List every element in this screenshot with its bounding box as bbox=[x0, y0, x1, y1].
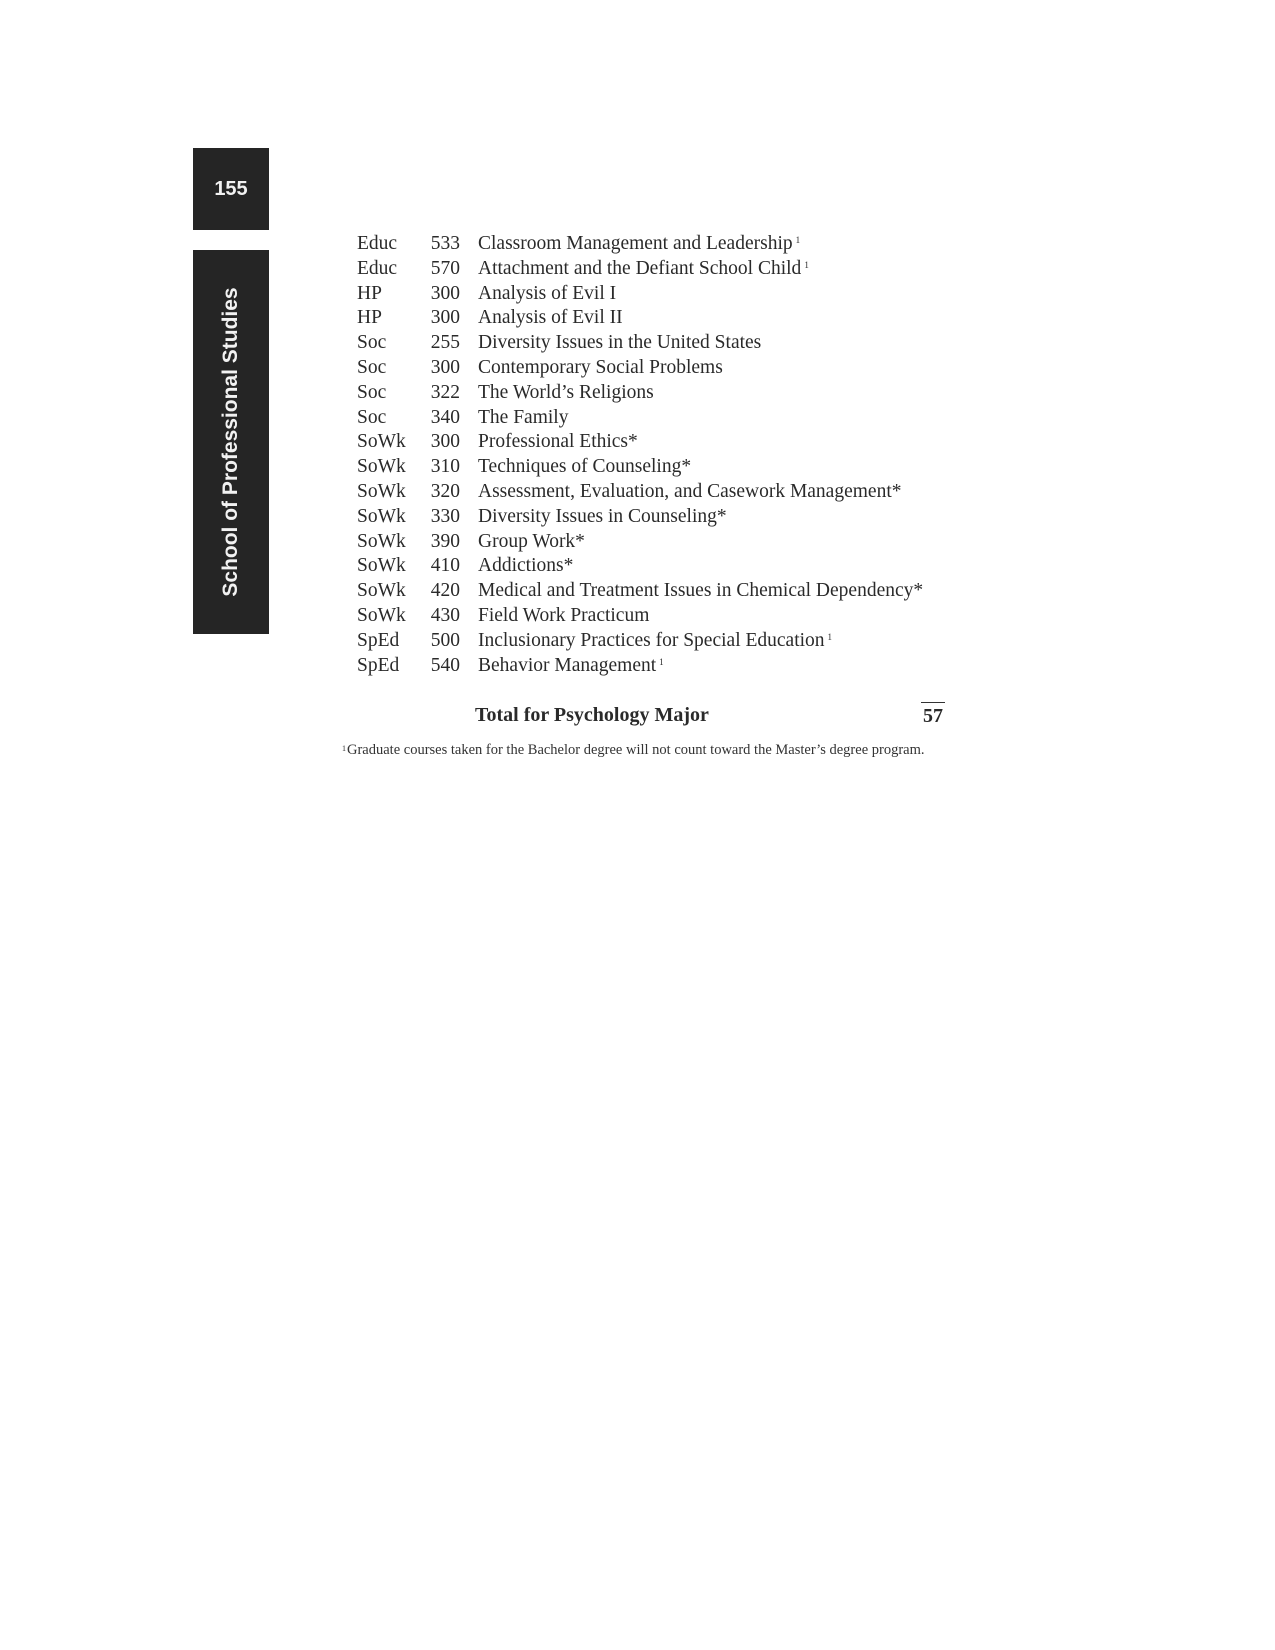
course-dept: SoWk bbox=[357, 604, 406, 626]
course-dept: SoWk bbox=[357, 480, 406, 502]
total-row bbox=[475, 702, 945, 729]
course-dept: Educ bbox=[357, 257, 398, 279]
course-title bbox=[478, 430, 638, 455]
section-side-tab-label: School of Professional Studies bbox=[219, 287, 242, 597]
course-dept: HP bbox=[357, 282, 382, 304]
course-title-text: Group Work* bbox=[478, 530, 585, 552]
course-title bbox=[478, 654, 664, 679]
course-dept: SoWk bbox=[357, 505, 406, 527]
footnote-text: Graduate courses taken for the Bachelor degree will not count toward the Master’s degree program. bbox=[347, 742, 925, 758]
course-title bbox=[478, 331, 761, 356]
course-title bbox=[478, 505, 727, 530]
course-row bbox=[357, 455, 997, 480]
course-number: 390 bbox=[430, 530, 460, 552]
course-dept: Soc bbox=[357, 406, 387, 428]
course-dept: SoWk bbox=[357, 431, 406, 453]
course-number: 540 bbox=[430, 654, 460, 676]
course-title bbox=[478, 257, 809, 282]
course-number: 340 bbox=[430, 406, 460, 428]
course-title-text: Diversity Issues in the United States bbox=[478, 332, 762, 354]
course-title-text: Classroom Management and Leadership bbox=[478, 233, 793, 254]
course-dept: SpEd bbox=[357, 654, 400, 676]
course-number: 570 bbox=[430, 257, 460, 279]
course-number: 310 bbox=[430, 456, 460, 478]
course-number: 322 bbox=[430, 381, 460, 403]
course-title-text: The Family bbox=[478, 406, 569, 428]
course-row bbox=[357, 629, 997, 654]
course-title bbox=[478, 381, 654, 406]
course-dept: Soc bbox=[357, 381, 387, 403]
course-title bbox=[478, 455, 691, 480]
course-number: 320 bbox=[430, 480, 460, 502]
course-row bbox=[357, 356, 997, 381]
course-footnote-marker: 1 bbox=[827, 631, 833, 642]
footnote bbox=[342, 742, 925, 759]
course-row bbox=[357, 430, 997, 455]
course-row bbox=[357, 331, 997, 356]
page-number: 155 bbox=[193, 148, 269, 230]
course-dept: HP bbox=[357, 307, 382, 329]
course-number: 420 bbox=[430, 580, 460, 602]
course-title bbox=[478, 282, 616, 307]
course-list bbox=[357, 232, 997, 678]
course-title bbox=[478, 579, 923, 604]
course-row bbox=[357, 604, 997, 629]
course-number: 255 bbox=[430, 332, 460, 354]
course-dept: Soc bbox=[357, 356, 387, 378]
course-title-text: The World’s Religions bbox=[478, 381, 654, 403]
course-title-text: Techniques of Counseling* bbox=[478, 456, 692, 478]
course-dept: SoWk bbox=[357, 456, 406, 478]
course-title bbox=[478, 406, 568, 431]
course-row bbox=[357, 306, 997, 331]
course-title bbox=[478, 554, 573, 579]
course-title-text: Attachment and the Defiant School Child bbox=[478, 257, 802, 279]
course-dept: Educ bbox=[357, 233, 398, 254]
course-row bbox=[357, 554, 997, 579]
course-title-text: Field Work Practicum bbox=[478, 604, 650, 626]
course-dept: SpEd bbox=[357, 629, 400, 651]
course-row bbox=[357, 505, 997, 530]
course-dept: SoWk bbox=[357, 580, 406, 602]
course-row bbox=[357, 654, 997, 679]
course-title bbox=[478, 604, 649, 629]
total-value: 57 bbox=[921, 702, 945, 729]
section-side-tab bbox=[193, 250, 269, 634]
course-number: 300 bbox=[430, 307, 460, 329]
course-number: 300 bbox=[430, 356, 460, 378]
footnote-marker: 1 bbox=[342, 744, 346, 753]
course-title-text: Medical and Treatment Issues in Chemical Dependency* bbox=[478, 580, 924, 602]
course-number: 533 bbox=[430, 233, 460, 254]
course-title bbox=[478, 530, 585, 555]
course-row bbox=[357, 530, 997, 555]
course-title bbox=[478, 480, 902, 505]
course-title-text: Diversity Issues in Counseling* bbox=[478, 505, 727, 527]
course-title bbox=[478, 629, 832, 654]
course-number: 500 bbox=[430, 629, 460, 651]
course-title-text: Analysis of Evil II bbox=[478, 307, 623, 329]
course-title-text: Assessment, Evaluation, and Casework Management* bbox=[478, 480, 902, 502]
course-row bbox=[357, 579, 997, 604]
course-title-text: Contemporary Social Problems bbox=[478, 356, 723, 378]
course-row bbox=[357, 257, 997, 282]
course-footnote-marker: 1 bbox=[804, 259, 809, 270]
course-number: 430 bbox=[430, 604, 460, 626]
course-row bbox=[357, 406, 997, 431]
course-title-text: Inclusionary Practices for Special Education bbox=[478, 629, 825, 651]
course-title bbox=[478, 306, 623, 331]
course-row bbox=[357, 480, 997, 505]
course-dept: SoWk bbox=[357, 555, 406, 577]
course-title-text: Professional Ethics* bbox=[478, 431, 638, 453]
course-title bbox=[478, 232, 800, 257]
total-label: Total for Psychology Major bbox=[475, 704, 709, 726]
course-title-text: Addictions* bbox=[478, 555, 574, 577]
course-row bbox=[357, 232, 997, 257]
course-number: 410 bbox=[430, 555, 460, 577]
course-row bbox=[357, 381, 997, 406]
course-title bbox=[478, 356, 723, 381]
course-row bbox=[357, 282, 997, 307]
course-footnote-marker: 1 bbox=[795, 235, 801, 245]
course-dept: Soc bbox=[357, 332, 387, 354]
course-title-text: Analysis of Evil I bbox=[478, 282, 617, 304]
course-footnote-marker: 1 bbox=[659, 656, 664, 667]
course-dept: SoWk bbox=[357, 530, 406, 552]
course-number: 300 bbox=[430, 282, 460, 304]
course-title-text: Behavior Management bbox=[478, 654, 657, 676]
course-number: 300 bbox=[430, 431, 460, 453]
course-number: 330 bbox=[430, 505, 460, 527]
